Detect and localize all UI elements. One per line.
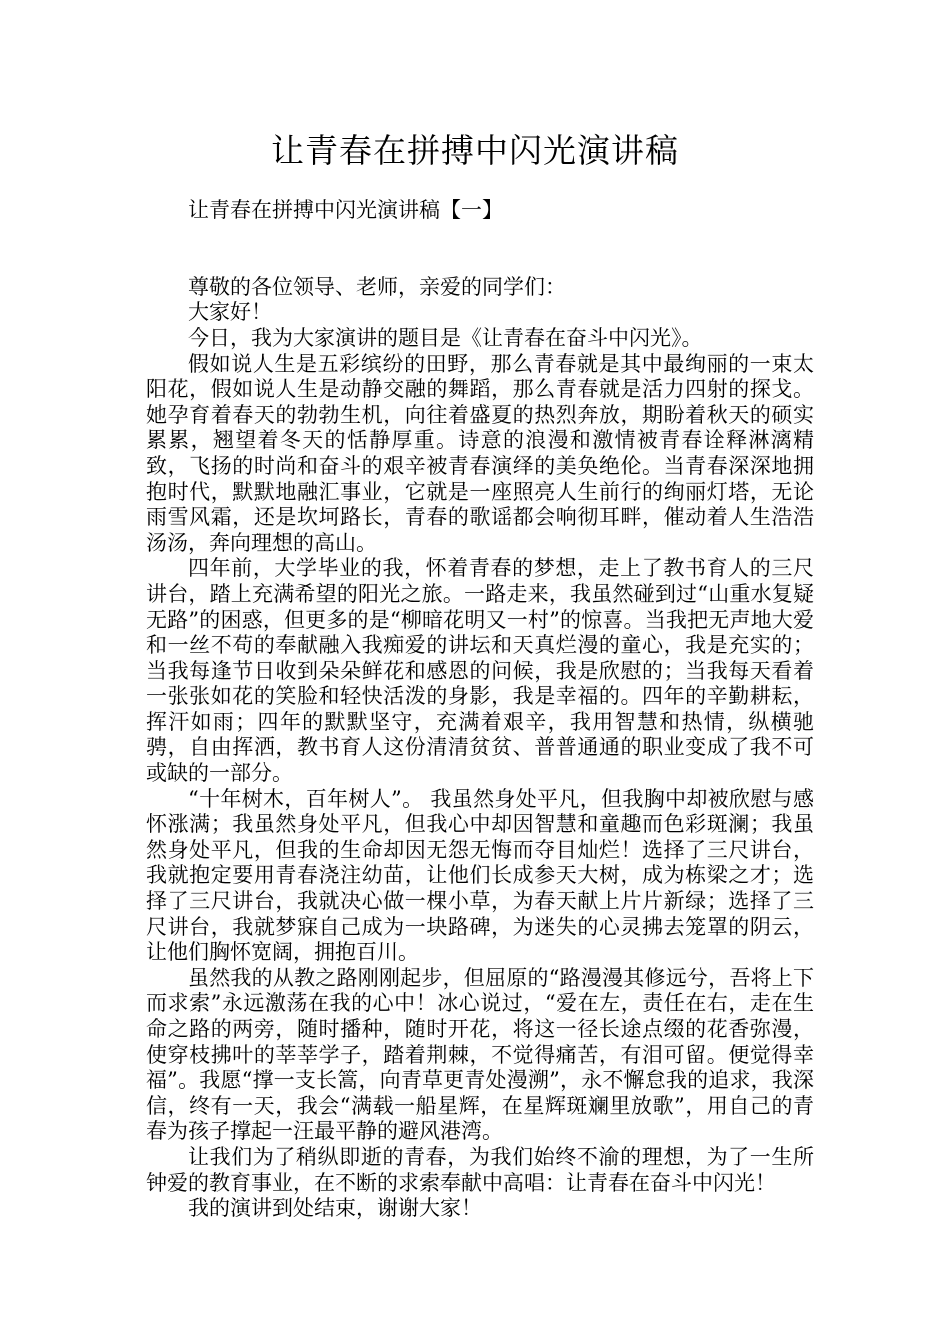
paragraph-salutation: 尊敬的各位领导、老师，亲爱的同学们： bbox=[188, 274, 566, 299]
paragraph-call-to-action: 让我们为了稍纵即逝的青春，为我们始终不渝的理想，为了一生所钟爱的教育事业，在不断的求索奉献中高唱：让青春在奋斗中闪光！ bbox=[146, 1144, 814, 1195]
paragraph-ten-years-trees: “十年树木，百年树人”。 我虽然身处平凡，但我胸中却被欣慰与感怀涨满；我虽然身处平凡，但我心中却因智慧和童趣而色彩斑澜；我虽然身处平凡，但我的生命却因无怨无悔而夺目灿烂！选择了三尺讲台，我就抱定要用青春浇注幼苗，让他们长成参天大树，成为栋梁之才；选择了三尺讲台，我就决心做一棵小草，为春天献上片片新绿；选择了三尺讲台，我就梦寐自己成为一块路碑，为迷失的心灵拂去笼罩的阴云，让他们胸怀宽阔，拥抱百川。 bbox=[146, 786, 814, 965]
paragraph-topic: 今日，我为大家演讲的题目是《让青春在奋斗中闪光》。 bbox=[188, 325, 703, 350]
paragraph-four-years: 四年前，大学毕业的我，怀着青春的梦想，走上了教书育人的三尺讲台，踏上充满希望的阳光之旅。一路走来，我虽然碰到过“山重水复疑无路”的困惑，但更多的是“柳暗花明又一村”的惊喜。当我把无声地大爱和一丝不苟的奉献融入我痴爱的讲坛和天真烂漫的童心，我是充实的；当我每逢节日收到朵朵鲜花和感恩的问候，我是欣慰的；当我每天看着一张张如花的笑脸和轻快活泼的身影，我是幸福的。四年的辛勤耕耘，挥汗如雨；四年的默默坚守，充满着艰辛，我用智慧和热情，纵横驰骋，自由挥洒，教书育人这份清清贫贫、普普通通的职业变成了我不可或缺的一部分。 bbox=[146, 556, 814, 786]
paragraph-closing: 我的演讲到处结束，谢谢大家！ bbox=[188, 1196, 482, 1221]
document-body bbox=[146, 198, 814, 1222]
paragraph-teaching-road: 虽然我的从教之路刚刚起步，但屈原的“路漫漫其修远兮，吾将上下而求索”永远激荡在我的心中！冰心说过，“爱在左，责任在右，走在生命之路的两旁，随时播种，随时开花，将这一径长途点缀的花香弥漫，使穿枝拂叶的莘莘学子，踏着荆棘，不觉得痛苦，有泪可留。便觉得幸福”。我愿“撑一支长篙，向青草更青处漫溯”，永不懈怠我的追求，我深信，终有一天，我会“满载一船星辉，在星辉斑斓里放歌”，用自己的青春为孩子撑起一汪最平静的避风港湾。 bbox=[146, 965, 814, 1144]
paragraph-youth-metaphor: 假如说人生是五彩缤纷的田野，那么青春就是其中最绚丽的一束太阳花，假如说人生是动静交融的舞蹈，那么青春就是活力四射的探戈。她孕育着春天的勃勃生机，向往着盛夏的热烈奔放，期盼着秋天的硕实累累，翘望着冬天的恬静厚重。诗意的浪漫和激情被青春诠释淋漓精致，飞扬的时尚和奋斗的艰辛被青春演绎的美奂绝伦。当青春深深地拥抱时代，默默地融汇事业，它就是一座照亮人生前行的绚丽灯塔，无论雨雪风霜，还是坎坷路长，青春的歌谣都会响彻耳畔，催动着人生浩浩汤汤，奔向理想的高山。 bbox=[146, 351, 814, 555]
paragraph-greeting: 大家好！ bbox=[188, 300, 272, 325]
blank-line bbox=[146, 249, 814, 275]
document-subtitle: 让青春在拼搏中闪光演讲稿【一】 bbox=[188, 198, 503, 222]
document-title: 让青春在拼搏中闪光演讲稿 bbox=[271, 131, 679, 170]
